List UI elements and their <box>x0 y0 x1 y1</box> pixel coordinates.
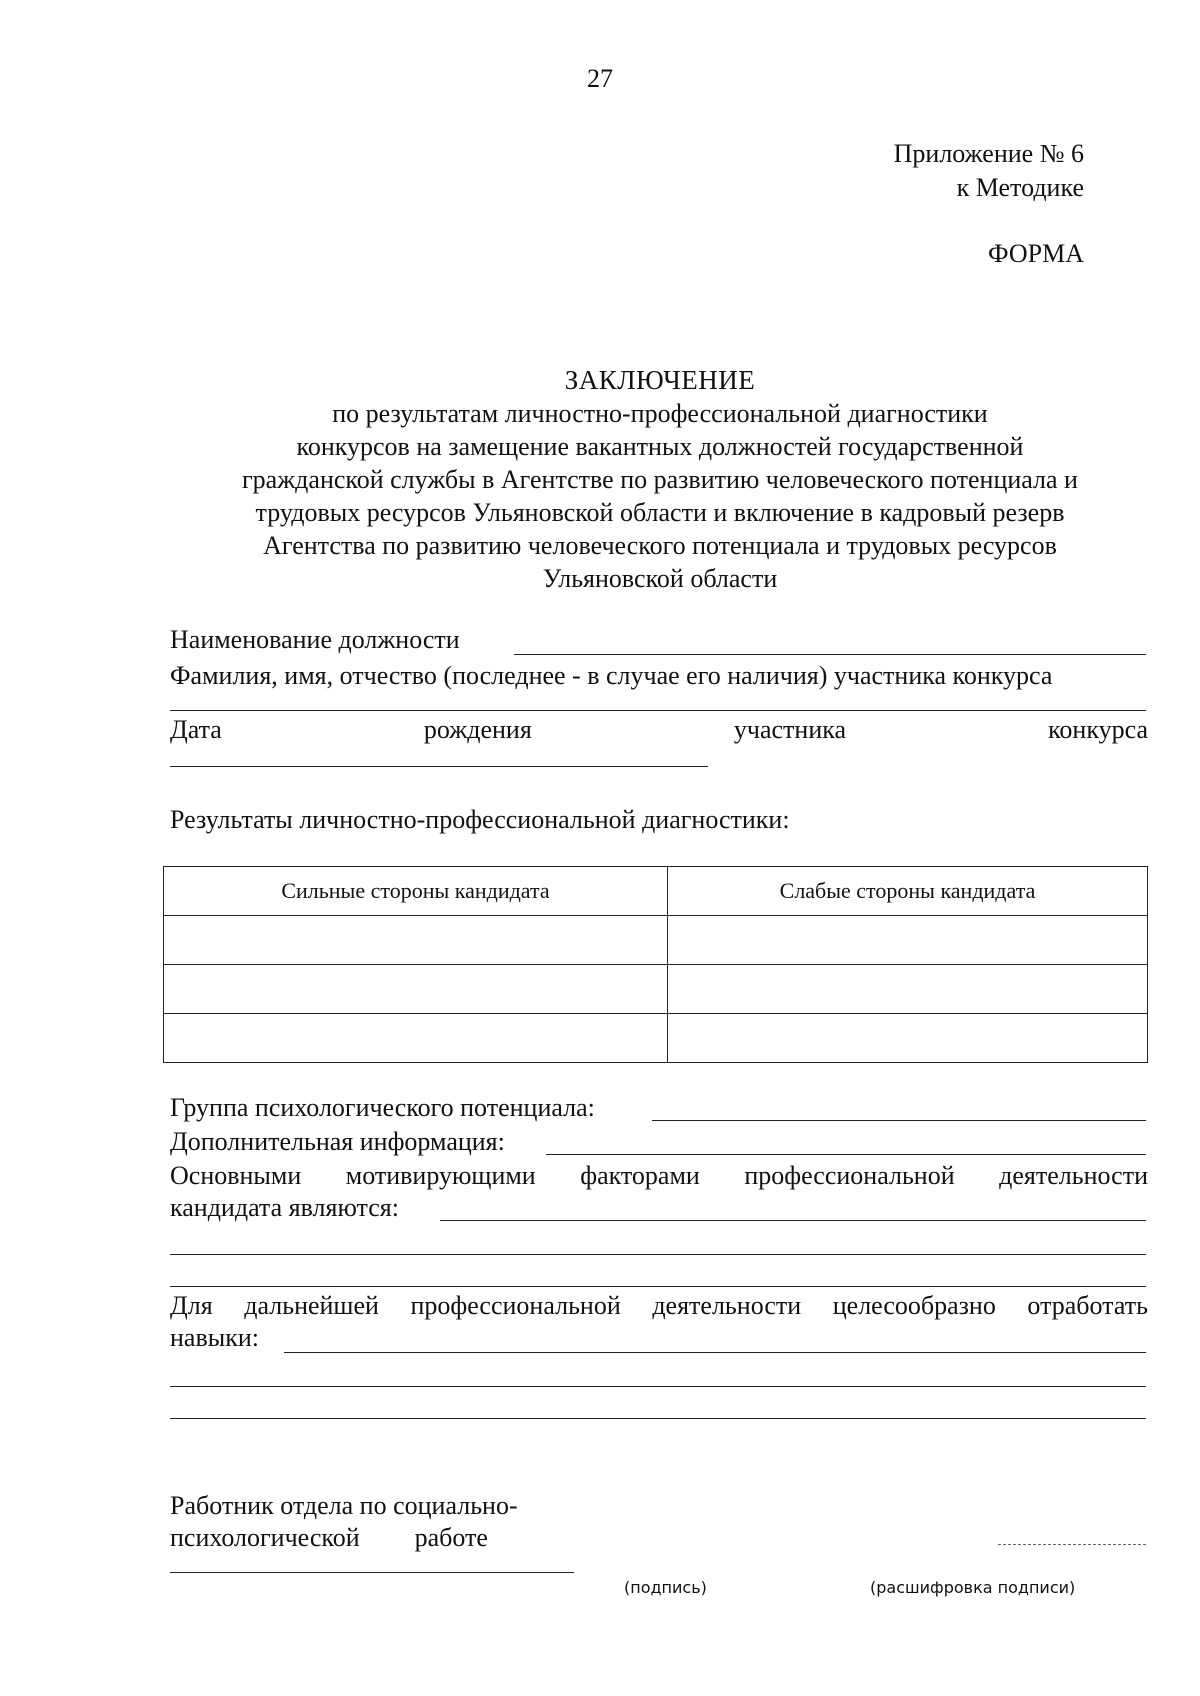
birthdate-label-row <box>170 714 1148 746</box>
worker-name-line[interactable] <box>170 1572 574 1573</box>
additional-info-label: Дополнительная информация: <box>170 1127 505 1156</box>
title-line: трудовых ресурсов Ульяновской области и включение в кадровый резерв <box>255 498 1065 527</box>
motivation-field-line[interactable] <box>170 1254 1146 1255</box>
signature-caption: (подпись) <box>624 1578 707 1597</box>
worker-title-line2 <box>170 1522 488 1554</box>
title-line: гражданской службы в Агентстве по развитию человеческого потенциала и <box>242 465 1078 494</box>
psych-group-field-line[interactable] <box>652 1120 1146 1121</box>
skills-word: Для <box>170 1291 213 1320</box>
psych-group-label: Группа психологического потенциала: <box>170 1093 595 1122</box>
birthdate-word: Дата <box>170 715 222 744</box>
strengths-cell[interactable] <box>164 965 668 1014</box>
motivation-field-line[interactable] <box>440 1220 1146 1221</box>
decoding-field-line[interactable] <box>998 1544 1146 1545</box>
motivation-word: профессиональной <box>744 1161 955 1190</box>
table-row <box>164 965 1148 1014</box>
birthdate-word: рождения <box>423 715 532 744</box>
weaknesses-cell[interactable] <box>668 965 1148 1014</box>
table-row <box>164 916 1148 965</box>
results-label: Результаты личностно-профессиональной диагностики: <box>170 805 790 834</box>
fio-field-line[interactable] <box>170 710 1146 711</box>
page-number: 27 <box>587 64 613 93</box>
additional-info-field-line[interactable] <box>546 1154 1146 1155</box>
decoding-caption: (расшифровка подписи) <box>870 1578 1076 1597</box>
title-line: по результатам личностно-профессиональной диагностики <box>332 399 988 428</box>
fio-label: Фамилия, имя, отчество (последнее - в случае его наличия) участника конкурса <box>170 661 1053 690</box>
motivation-label-row <box>170 1160 1148 1192</box>
appendix-reference: к Методике <box>956 173 1084 202</box>
weaknesses-cell[interactable] <box>668 1014 1148 1063</box>
skills-field-line[interactable] <box>284 1352 1146 1353</box>
motivation-word: мотивирующими <box>345 1161 536 1190</box>
table-row <box>164 1014 1148 1063</box>
appendix-number: Приложение № 6 <box>893 139 1084 168</box>
motivation-word: Основными <box>170 1161 302 1190</box>
position-field-line[interactable] <box>514 654 1146 655</box>
birthdate-word: конкурса <box>1048 715 1148 744</box>
table-header-row <box>164 867 1148 916</box>
birthdate-field-line[interactable] <box>170 766 708 767</box>
skills-word: деятельности <box>652 1291 802 1320</box>
skills-field-line[interactable] <box>170 1386 1146 1387</box>
skills-word: дальнейшей <box>244 1291 379 1320</box>
skills-field-line[interactable] <box>170 1418 1146 1419</box>
diagnostics-table <box>163 866 1148 1063</box>
strengths-header: Сильные стороны кандидата <box>164 867 668 916</box>
strengths-cell[interactable] <box>164 916 668 965</box>
skills-label-line2: навыки: <box>170 1323 259 1352</box>
motivation-label-line2: кандидата являются: <box>170 1193 399 1222</box>
motivation-word: факторами <box>580 1161 700 1190</box>
position-label: Наименование должности <box>170 625 460 654</box>
skills-word: целесообразно <box>832 1291 996 1320</box>
form-label: ФОРМА <box>988 239 1084 268</box>
document-title-block <box>160 364 1160 595</box>
title-line: конкурсов на замещение вакантных должностей государственной <box>296 432 1024 461</box>
title-line: Агентства по развитию человеческого потенциала и трудовых ресурсов <box>263 531 1057 560</box>
birthdate-word: участника <box>733 715 847 744</box>
worker-title-line1: Работник отдела по социально- <box>170 1491 518 1520</box>
motivation-field-line[interactable] <box>170 1286 1146 1287</box>
skills-label-row <box>170 1290 1148 1322</box>
title-line: Ульяновской области <box>542 564 778 593</box>
worker-title-word: психологической <box>170 1523 360 1552</box>
document-title: ЗАКЛЮЧЕНИЕ <box>564 365 756 395</box>
skills-word: отработать <box>1027 1291 1148 1320</box>
motivation-word: деятельности <box>999 1161 1148 1190</box>
weaknesses-header: Слабые стороны кандидата <box>668 867 1148 916</box>
skills-word: профессиональной <box>410 1291 621 1320</box>
worker-title-word: работе <box>414 1523 488 1552</box>
weaknesses-cell[interactable] <box>668 916 1148 965</box>
strengths-cell[interactable] <box>164 1014 668 1063</box>
